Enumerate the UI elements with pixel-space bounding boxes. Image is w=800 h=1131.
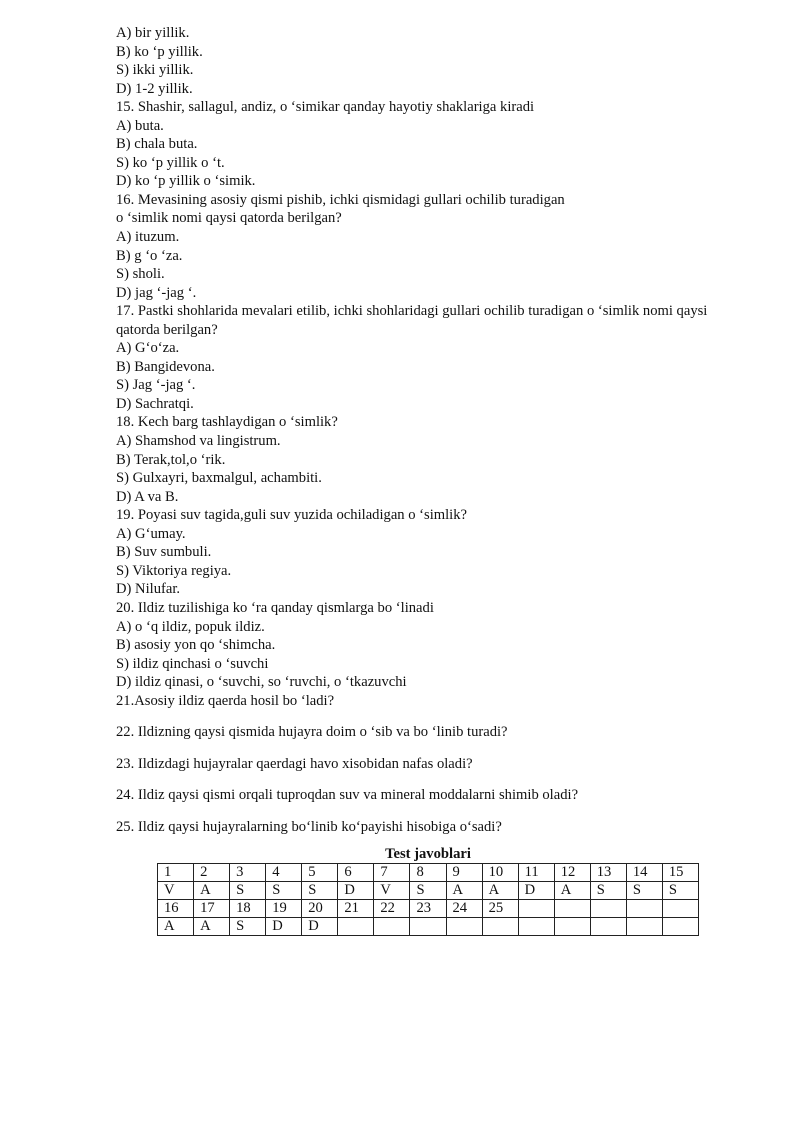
table-cell: D <box>302 918 338 936</box>
text-line: A) bir yillik. <box>116 25 190 41</box>
text-line: 19. Poyasi suv tagida,guli suv yuzida ochiladigan o ‘simlik? <box>116 507 468 524</box>
table-cell: 19 <box>266 900 302 918</box>
question-text <box>116 24 746 836</box>
answer-key-title: Test javoblari <box>385 846 471 862</box>
table-cell <box>554 900 590 918</box>
table-cell: 6 <box>338 864 374 882</box>
text-line: B) chala buta. <box>116 136 198 153</box>
table-cell: S <box>230 882 266 900</box>
table-cell: A <box>554 882 590 900</box>
table-cell <box>590 900 626 918</box>
table-cell: 24 <box>446 900 482 918</box>
text-line: A) G‘umay. <box>116 525 186 542</box>
table-cell: S <box>590 882 626 900</box>
text-line: S) ko ‘p yillik o ‘t. <box>116 154 225 171</box>
table-cell: 23 <box>410 900 446 918</box>
table-cell <box>662 900 698 918</box>
table-cell: A <box>158 918 194 936</box>
table-cell: 20 <box>302 900 338 918</box>
table-cell: 17 <box>194 900 230 918</box>
text-line: D) Nilufar. <box>116 581 181 598</box>
table-row <box>158 882 699 900</box>
text-line: D) 1-2 yillik. <box>116 80 193 97</box>
text-line: 16. Mevasining asosiy qismi pishib, ichki qismidagi gullari ochilib turadigan <box>116 191 565 208</box>
table-cell <box>626 900 662 918</box>
text-line: 25. Ildiz qaysi hujayralarning bo‘linib ko‘payishi hisobiga o‘sadi? <box>116 818 502 835</box>
table-cell: S <box>266 882 302 900</box>
table-cell: 15 <box>662 864 698 882</box>
text-line: D) jag ‘-jag ‘. <box>116 284 197 301</box>
table-cell: S <box>230 918 266 936</box>
table-cell: 8 <box>410 864 446 882</box>
text-line: D) Sachratqi. <box>116 395 194 412</box>
table-cell: 10 <box>482 864 518 882</box>
text-line: A) ituzum. <box>116 229 180 246</box>
table-cell: 16 <box>158 900 194 918</box>
table-cell <box>338 918 374 936</box>
table-cell: S <box>302 882 338 900</box>
text-line: A) G‘o‘za. <box>116 340 180 357</box>
text-line: S) Viktoriya regiya. <box>116 562 232 579</box>
text-line: D) ildiz qinasi, o ‘suvchi, so ‘ruvchi, o ‘tkazuvchi <box>116 674 407 691</box>
table-cell: S <box>662 882 698 900</box>
table-cell: 18 <box>230 900 266 918</box>
table-cell <box>662 918 698 936</box>
table-cell: 11 <box>518 864 554 882</box>
text-line: A) buta. <box>116 117 164 134</box>
table-cell: D <box>518 882 554 900</box>
table-cell: A <box>482 882 518 900</box>
text-line: 24. Ildiz qaysi qismi orqali tuproqdan suv va mineral moddalarni shimib oladi? <box>116 787 579 804</box>
table-cell: 1 <box>158 864 194 882</box>
table-cell: 13 <box>590 864 626 882</box>
table-row <box>158 918 699 936</box>
answer-key <box>157 846 699 936</box>
text-line: D) ko ‘p yillik o ‘simik. <box>116 173 256 190</box>
text-line: S) Jag ‘-jag ‘. <box>116 377 196 394</box>
table-cell: A <box>194 918 230 936</box>
table-cell: S <box>626 882 662 900</box>
table-cell: 5 <box>302 864 338 882</box>
table-cell <box>518 900 554 918</box>
text-line: 15. Shashir, sallagul, andiz, o ‘simikar qanday hayotiy shaklariga kiradi <box>116 99 535 116</box>
text-line: o ‘simlik nomi qaysi qatorda berilgan? <box>116 210 342 227</box>
text-line: S) sholi. <box>116 266 165 283</box>
table-cell <box>518 918 554 936</box>
answer-table <box>157 863 699 936</box>
table-cell: A <box>446 882 482 900</box>
table-cell: 3 <box>230 864 266 882</box>
table-cell: 4 <box>266 864 302 882</box>
table-cell: 22 <box>374 900 410 918</box>
table-cell: V <box>374 882 410 900</box>
table-cell: 7 <box>374 864 410 882</box>
text-line: B) Terak,tol,o ‘rik. <box>116 451 226 468</box>
text-line: S) Gulxayri, baxmalgul, achambiti. <box>116 470 322 487</box>
text-line: B) Bangidevona. <box>116 358 215 375</box>
text-line: S) ikki yillik. <box>116 62 194 79</box>
text-line: S) ildiz qinchasi o ‘suvchi <box>116 655 269 672</box>
table-cell <box>482 918 518 936</box>
table-row <box>158 864 699 882</box>
text-line: A) o ‘q ildiz, popuk ildiz. <box>116 618 265 635</box>
table-cell: A <box>194 882 230 900</box>
text-line: B) Suv sumbuli. <box>116 544 212 561</box>
table-cell <box>410 918 446 936</box>
text-line: A) Shamshod va lingistrum. <box>116 433 281 450</box>
table-cell: 14 <box>626 864 662 882</box>
text-line: 18. Kech barg tashlaydigan o ‘simlik? <box>116 414 338 431</box>
text-line: 20. Ildiz tuzilishiga ko ‘ra qanday qismlarga bo ‘linadi <box>116 599 434 616</box>
table-cell: 25 <box>482 900 518 918</box>
text-line: 21.Asosiy ildiz qaerda hosil bo ‘ladi? <box>116 692 335 709</box>
text-line: B) g ‘o ‘za. <box>116 247 183 264</box>
table-cell <box>590 918 626 936</box>
text-line: B) asosiy yon qo ‘shimcha. <box>116 637 276 654</box>
text-line: 17. Pastki shohlarida mevalari etilib, ichki shohlaridagi gullari ochilib turadigan o ‘simlik nomi qaysi qatorda berilgan? <box>116 303 708 338</box>
text-line: 23. Ildizdagi hujayralar qaerdagi havo xisobidan nafas oladi? <box>116 755 473 772</box>
table-cell: S <box>410 882 446 900</box>
text-line: 22. Ildizning qaysi qismida hujayra doim o ‘sib va bo ‘linib turadi? <box>116 724 508 741</box>
table-cell: D <box>338 882 374 900</box>
table-cell <box>554 918 590 936</box>
table-cell <box>446 918 482 936</box>
table-cell: D <box>266 918 302 936</box>
table-cell: 9 <box>446 864 482 882</box>
table-row <box>158 900 699 918</box>
text-line: B) ko ‘p yillik. <box>116 43 203 60</box>
table-cell <box>374 918 410 936</box>
text-line: D) A va B. <box>116 488 179 505</box>
table-cell: V <box>158 882 194 900</box>
table-cell <box>626 918 662 936</box>
table-cell: 2 <box>194 864 230 882</box>
table-cell: 12 <box>554 864 590 882</box>
table-cell: 21 <box>338 900 374 918</box>
